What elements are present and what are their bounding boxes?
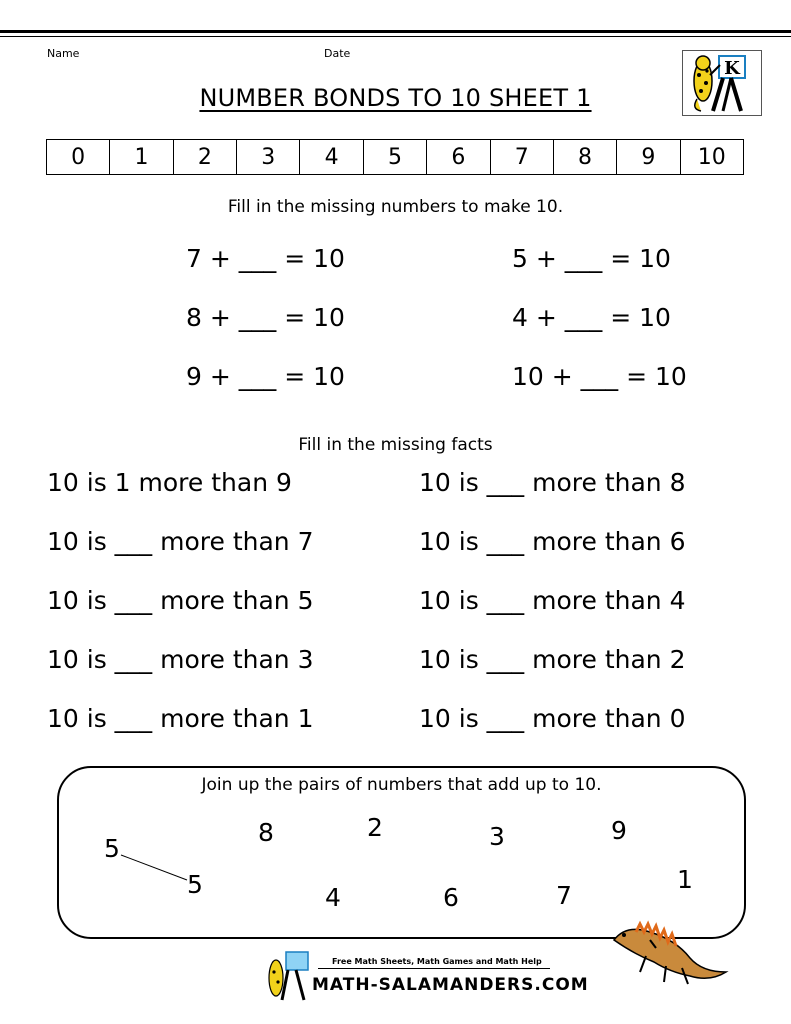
- name-label: Name: [47, 47, 80, 60]
- date-label: Date: [324, 47, 351, 60]
- fact-right: 10 is ___ more than 6: [419, 527, 686, 556]
- equation-right: 10 + ___ = 10: [512, 362, 687, 391]
- fact-left: 10 is ___ more than 1: [47, 704, 314, 733]
- pair-number: 1: [677, 865, 693, 894]
- footer-brand[interactable]: MATH-SALAMANDERS.COM: [312, 975, 589, 995]
- equation-left: 8 + ___ = 10: [186, 303, 345, 332]
- number-line-cell: 8: [554, 140, 617, 174]
- fact-left: 10 is ___ more than 3: [47, 645, 314, 674]
- equation-left: 7 + ___ = 10: [186, 244, 345, 273]
- pair-number: 3: [489, 822, 505, 851]
- pair-number: 5: [187, 870, 203, 899]
- fact-left: 10 is 1 more than 9: [47, 468, 292, 497]
- fact-right: 10 is ___ more than 8: [419, 468, 686, 497]
- number-line-cell: 7: [491, 140, 554, 174]
- fact-left: 10 is ___ more than 5: [47, 586, 314, 615]
- salamander-icon: [606, 910, 736, 1000]
- number-line-cell: 9: [617, 140, 680, 174]
- fact-right: 10 is ___ more than 0: [419, 704, 686, 733]
- number-line-cell: 1: [110, 140, 173, 174]
- pair-number: 4: [325, 883, 341, 912]
- equation-left: 9 + ___ = 10: [186, 362, 345, 391]
- number-line-cell: 0: [47, 140, 110, 174]
- page-title: NUMBER BONDS TO 10 SHEET 1: [199, 84, 592, 112]
- footer-tagline: Free Math Sheets, Math Games and Math Help: [332, 957, 542, 966]
- pair-number: 5: [104, 834, 120, 863]
- number-line-cell: 3: [237, 140, 300, 174]
- equation-right: 5 + ___ = 10: [512, 244, 671, 273]
- pair-number: 9: [611, 816, 627, 845]
- equation-right: 4 + ___ = 10: [512, 303, 671, 332]
- number-line-cell: 6: [427, 140, 490, 174]
- number-line-cell: 10: [697, 144, 726, 170]
- pair-number: 6: [443, 883, 459, 912]
- fact-right: 10 is ___ more than 4: [419, 586, 686, 615]
- pair-number: 7: [556, 881, 572, 910]
- number-line-cell: 5: [364, 140, 427, 174]
- footer-divider: [318, 968, 550, 969]
- number-line-cell: 2: [174, 140, 237, 174]
- fact-right: 10 is ___ more than 2: [419, 645, 686, 674]
- fact-left: 10 is ___ more than 7: [47, 527, 314, 556]
- section2-instruction: Fill in the missing facts: [298, 435, 493, 455]
- logo-letter: K: [724, 58, 740, 79]
- section1-instruction: Fill in the missing numbers to make 10.: [227, 197, 564, 217]
- pair-number: 2: [367, 813, 383, 842]
- footer-salamander-icon: [258, 948, 318, 1004]
- section3-instruction: Join up the pairs of numbers that add up to 10.: [201, 775, 602, 795]
- number-line-cell: 4: [300, 140, 363, 174]
- pair-number: 8: [258, 818, 274, 847]
